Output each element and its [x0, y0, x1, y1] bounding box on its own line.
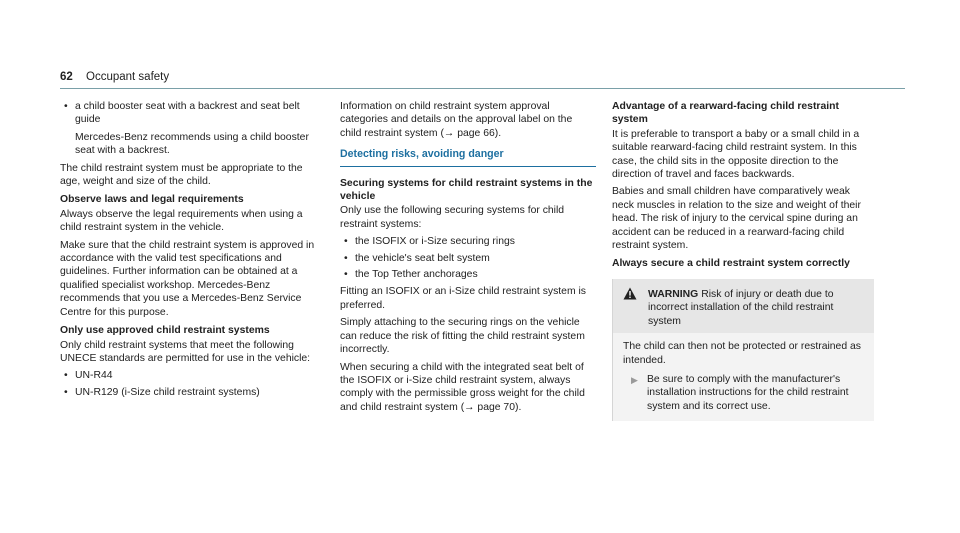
warning-body — [613, 333, 874, 421]
list-item: • the vehicle's seat belt system — [340, 252, 596, 265]
step-arrow-icon: ▶ — [631, 374, 638, 385]
warning-step-text: Be sure to comply with the manufacturer's installation instructions for the child restraint system and its correct use. — [647, 373, 849, 412]
heading-securing: Securing systems for child restraint systems in the vehicle — [340, 177, 593, 203]
warning-title-text: Risk of injury or death due to incorrect installation of the child restraint system — [648, 288, 834, 327]
page-number: 62 — [60, 71, 73, 83]
warning-title — [623, 288, 864, 328]
paragraph: Only child restraint systems that meet the following UNECE standards are permitted for use in the vehicle: — [60, 339, 311, 364]
heading-laws: Observe laws and legal requirements — [60, 194, 244, 206]
list-item: • UN-R44 — [60, 369, 322, 382]
list-item: • the Top Tether anchorages — [340, 268, 596, 281]
paragraph: It is preferable to transport a baby or a small child in a suitable rearward-facing child restraint system. In this case, the child sits in the opposite direction to the direction of travel and faces backwards. — [612, 128, 860, 181]
booster-note: Mercedes-Benz recommends using a child booster seat with a backrest. — [75, 131, 309, 157]
warning-label: WARNING — [648, 288, 699, 300]
list-item: • a child booster seat with a backrest and seat belt guide — [60, 100, 322, 127]
column-1 — [60, 100, 322, 403]
warning-step — [623, 373, 864, 413]
paragraph: Fitting an ISOFIX or an i-Size child restraint system is preferred. — [340, 286, 586, 311]
paragraph: Babies and small children have comparatively weak neck muscles in relation to the size and weight of their head. The risk of injury to the cervical spine during an accident can be reduced in a rearward-facing child restraint system. — [612, 186, 861, 252]
paragraph: Always observe the legal requirements when using a child restraint system in the vehicle. — [60, 208, 303, 234]
column-3 — [612, 100, 874, 421]
section-rule — [340, 166, 596, 167]
heading-secure: Always secure a child restraint system correctly — [612, 258, 850, 270]
warning-box — [612, 279, 874, 421]
heading-rearward: Advantage of a rearward-facing child restraint system — [612, 101, 839, 126]
warning-body-text: The child can then not be protected or restrained as intended. — [623, 341, 861, 366]
heading-approved: Only use approved child restraint systems — [60, 325, 270, 337]
paragraph: Information on child restraint system approval categories and details on the approval label on the child restraint system (→ page 66). — [340, 101, 573, 139]
warning-header — [613, 279, 874, 333]
list-item: • UN-R129 (i-Size child restraint systems) — [60, 386, 322, 399]
securing-list — [340, 235, 596, 281]
column-2 — [340, 100, 596, 418]
paragraph: The child restraint system must be appropriate to the age, weight and size of the child. — [60, 162, 303, 188]
header-rule — [60, 88, 905, 89]
standards-list — [60, 369, 322, 399]
section-heading: Detecting risks, avoiding danger — [340, 148, 504, 161]
paragraph: Simply attaching to the securing rings on the vehicle can reduce the risk of fitting the child restraint system incorrectly. — [340, 317, 585, 356]
paragraph: Only use the following securing systems for child restraint systems: — [340, 205, 565, 230]
paragraph: Make sure that the child restraint system is approved in accordance with the valid test specifications and guidelines. Further information can be obtained at a qualified specialist workshop. Mercedes-Benz recommends that you use a Mercedes-Benz Service Centre for this purpose. — [60, 239, 315, 318]
booster-list — [60, 100, 322, 127]
section-title: Occupant safety — [86, 71, 170, 83]
list-item: • the ISOFIX or i-Size securing rings — [340, 235, 596, 248]
paragraph: When securing a child with the integrated seat belt of the ISOFIX or i-Size child restraint system, always comply with the permissible gross weight for the child and child restraint system (→ page 70). — [340, 361, 585, 413]
warning-triangle-icon — [623, 287, 637, 300]
page-header — [60, 71, 169, 83]
